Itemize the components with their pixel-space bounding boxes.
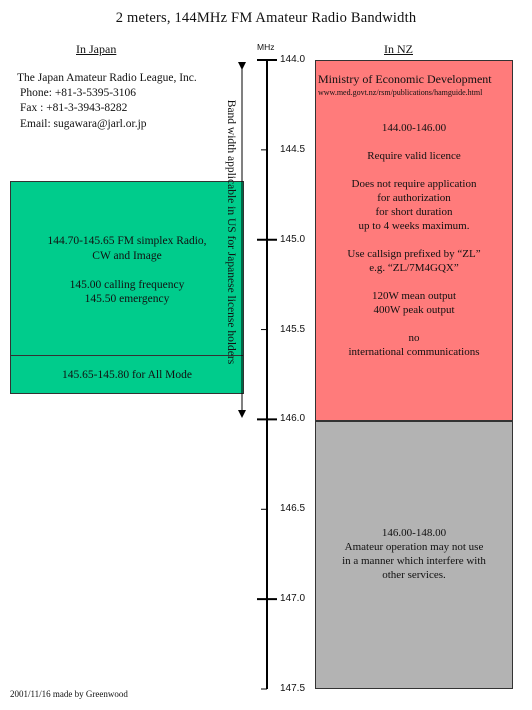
ministry-name: Ministry of Economic Development — [318, 72, 492, 86]
nz-gray-text — [316, 526, 512, 582]
axis-tick-label: 145.0 — [280, 233, 306, 245]
jarl-email[interactable]: Email: sugawara@jarl.or.jp — [20, 117, 147, 130]
axis-tick-label: 146.5 — [280, 503, 306, 515]
axis-unit-label: MHz — [257, 42, 275, 52]
nz-red-line: up to 4 weeks maximum. — [358, 220, 470, 232]
nz-red-line: 144.00-146.00 — [381, 122, 447, 134]
axis-tick-label: 144.5 — [280, 143, 306, 155]
axis-tick-label: 146.0 — [280, 413, 306, 425]
japan-header: In Japan — [76, 42, 117, 56]
jarl-phone: Phone: +81-3-5395-3106 — [20, 87, 137, 100]
page-title: 2 meters, 144MHz FM Amateur Radio Bandwidth — [115, 10, 417, 26]
japan-band-line: CW and Image — [92, 249, 162, 262]
nz-red-text — [316, 121, 512, 359]
japan-band-line: 145.00 calling frequency — [69, 278, 185, 291]
nz-red-line: 400W peak output — [373, 304, 455, 316]
jarl-fax: Fax : +81-3-3943-8282 — [20, 102, 128, 115]
axis-tick-label: 147.0 — [280, 593, 306, 605]
nz-red-line: Require valid licence — [367, 150, 461, 162]
nz-red-line — [316, 317, 512, 331]
nz-red-line: Use callsign prefixed by “ZL” — [347, 248, 481, 260]
nz-red-line — [316, 163, 512, 177]
nz-licensed-band — [315, 60, 513, 421]
jarl-org: The Japan Amateur Radio League, Inc. — [17, 72, 197, 84]
footer-credit: 2001/11/16 made by Greenwood — [10, 689, 128, 699]
japan-band-line: 145.50 emergency — [84, 293, 170, 305]
nz-gray-line: Amateur operation may not use — [344, 541, 484, 553]
nz-red-line: international communications — [348, 346, 480, 358]
nz-other-band — [315, 421, 513, 689]
japan-band-line: 144.70-145.65 FM simplex Radio, — [47, 235, 207, 247]
axis-tick-label: 144.0 — [280, 54, 306, 65]
nz-red-line: Does not require application — [351, 178, 477, 190]
nz-red-line — [316, 135, 512, 149]
nz-red-line: 120W mean output — [371, 290, 457, 302]
nz-red-line — [316, 233, 512, 247]
ministry-url[interactable]: www.med.govt.nz/rsm/publications/hamguide.html — [318, 88, 483, 97]
nz-gray-line: other services. — [382, 569, 446, 581]
nz-red-line: for short duration — [375, 206, 453, 218]
nz-header: In NZ — [384, 42, 413, 56]
axis-tick-label: 147.5 — [280, 683, 306, 694]
japan-band-lower-text: 145.65-145.80 for All Mode — [61, 369, 192, 381]
axis-tick-label: 145.5 — [280, 323, 306, 335]
nz-red-line — [316, 275, 512, 289]
us-note: Band width applicable in US for Japanese license holders — [225, 99, 237, 365]
nz-gray-line: in a manner which interfere with — [342, 555, 486, 567]
nz-red-line: e.g. “ZL/7M4GQX” — [369, 262, 459, 274]
nz-gray-line: 146.00-148.00 — [381, 527, 447, 539]
nz-red-line: no — [408, 332, 420, 344]
nz-red-line: for authorization — [377, 192, 451, 204]
